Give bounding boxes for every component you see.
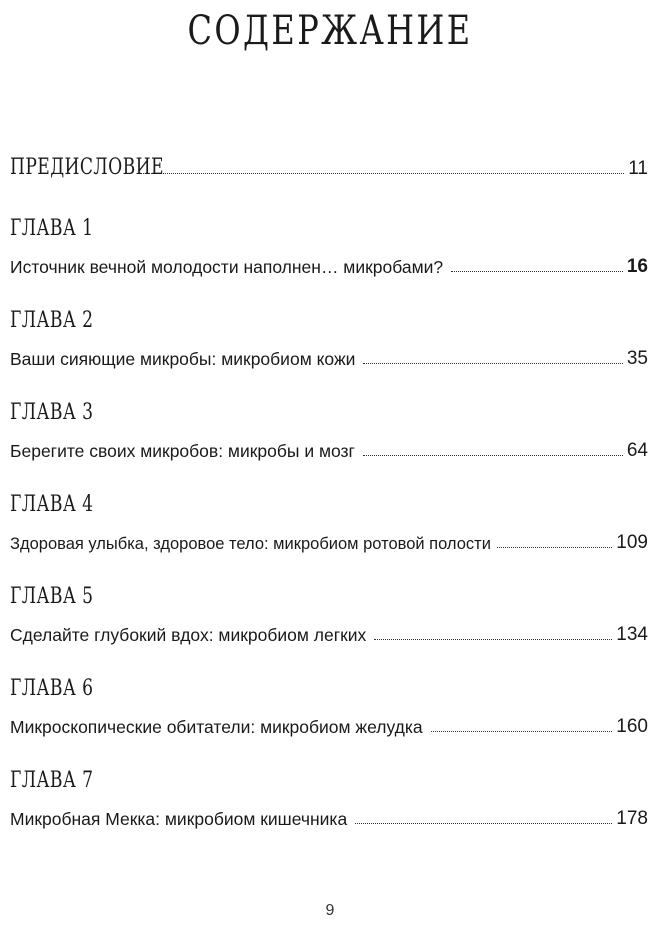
dot-leader [451,271,623,272]
dot-leader [431,731,613,732]
chapter-page-7: 178 [616,808,648,829]
toc-entry-chapter-6[interactable] [10,708,648,738]
chapter-page-2: 35 [626,348,648,369]
dot-leader [138,173,624,174]
dot-leader [363,363,622,364]
dot-leader [363,455,623,456]
chapter-title-3: Берегите своих микробов: микробы и мозг [10,441,355,461]
chapter-heading-5: ГЛАВА 5 [10,584,94,609]
toc-entry-chapter-2[interactable] [10,340,648,370]
toc-entry-chapter-1[interactable] [10,248,648,278]
toc-preface[interactable] [10,150,648,180]
chapter-heading-7: ГЛАВА 7 [10,768,94,793]
toc-entry-chapter-7[interactable] [10,800,648,830]
chapter-page-1: 16 [626,256,648,277]
chapter-page-6: 160 [616,716,648,737]
dot-leader [497,547,612,548]
chapter-title-4: Здоровая улыбка, здоровое тело: микробиом ротовой полости [10,535,491,553]
toc-entry-chapter-5[interactable] [10,616,648,646]
chapter-heading-2: ГЛАВА 2 [10,308,94,333]
page-number: 9 [325,902,335,919]
chapter-heading-4: ГЛАВА 4 [10,492,94,517]
chapter-title-6: Микроскопические обитатели: микробиом желудка [10,717,423,737]
chapter-heading-3: ГЛАВА 3 [10,400,94,425]
chapter-title-7: Микробная Мекка: микробиом кишечника [10,809,348,829]
chapter-page-4: 109 [616,532,648,553]
chapter-title-1: Источник вечной молодости наполнен… микробами? [10,257,444,277]
chapter-title-2: Ваши сияющие микробы: микробиом кожи [10,349,356,369]
chapter-heading-1: ГЛАВА 1 [10,216,94,241]
dot-leader [355,823,612,824]
dot-leader [374,639,612,640]
chapter-title-5: Сделайте глубокий вдох: микробиом легких [10,625,367,645]
chapter-heading-6: ГЛАВА 6 [10,676,94,701]
toc-entry-chapter-3[interactable] [10,432,648,462]
page-title: СОДЕРЖАНИЕ [187,8,473,54]
chapter-page-5: 134 [616,624,648,645]
preface-label: ПРЕДИСЛОВИЕ [10,155,164,180]
toc-entry-chapter-4[interactable] [10,524,648,554]
chapter-page-3: 64 [626,440,648,461]
preface-page-number: 11 [628,158,648,179]
